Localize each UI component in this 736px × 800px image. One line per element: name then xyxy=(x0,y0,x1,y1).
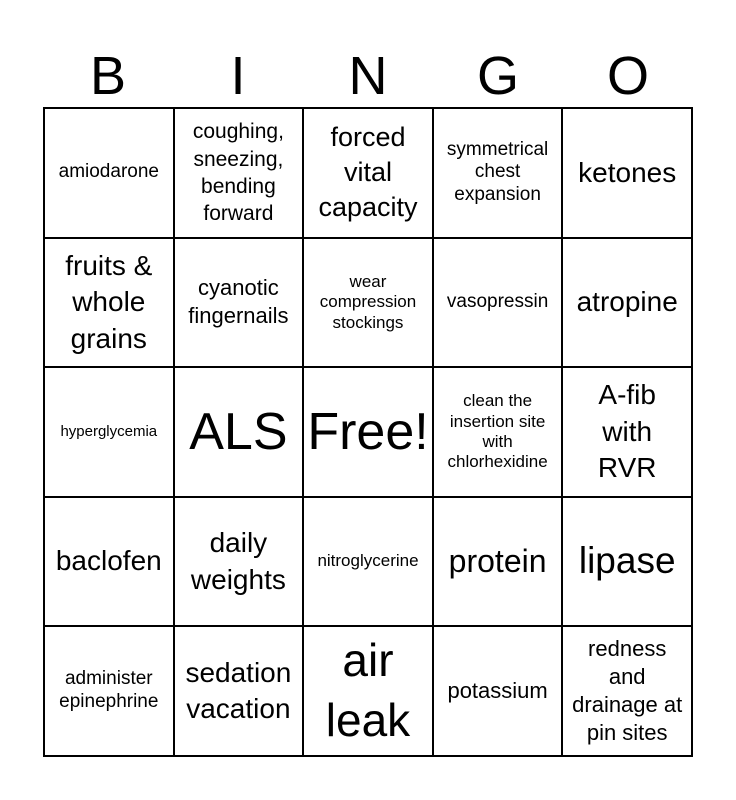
cell-text: nitroglycerine xyxy=(317,551,419,571)
bingo-cell[interactable] xyxy=(174,367,304,497)
bingo-cell[interactable] xyxy=(433,108,563,238)
cell-text: daily weights xyxy=(190,527,286,595)
cell-text: fruits & whole grains xyxy=(65,249,153,354)
cell-text: ketones xyxy=(578,156,677,188)
header-letter-i: I xyxy=(230,46,246,106)
cell-text: A-fib with RVR xyxy=(597,379,657,484)
bingo-header xyxy=(43,44,693,108)
bingo-cell[interactable] xyxy=(303,497,433,627)
cell-text: cyanotic fingernails xyxy=(188,275,289,329)
cell-text: hyperglycemia xyxy=(60,422,158,440)
bingo-cell[interactable] xyxy=(44,238,174,368)
bingo-cell[interactable] xyxy=(433,238,563,368)
cell-text: coughing, sneezing, bending forward xyxy=(192,120,284,226)
cell-text: ALS xyxy=(189,402,288,461)
cell-text: sedation vacation xyxy=(185,656,292,725)
cell-text: potassium xyxy=(447,678,548,704)
cell-text: symmetrical chest expansion xyxy=(446,138,549,206)
cell-text: clean the insertion site with chlorhexidine xyxy=(447,391,548,472)
header-letter-g: G xyxy=(476,46,519,106)
bingo-cell[interactable] xyxy=(562,367,692,497)
bingo-cell[interactable] xyxy=(433,626,563,756)
cell-text: vasopressin xyxy=(446,290,549,312)
bingo-cell[interactable] xyxy=(44,108,174,238)
free-space-text: Free! xyxy=(307,402,429,461)
free-space-cell[interactable] xyxy=(303,367,433,497)
bingo-card-grid xyxy=(43,107,693,757)
bingo-cell[interactable] xyxy=(174,497,304,627)
bingo-cell[interactable] xyxy=(174,108,304,238)
bingo-cell[interactable] xyxy=(433,367,563,497)
cell-text: wear compression stockings xyxy=(319,271,417,332)
header-letter-n: N xyxy=(348,46,388,106)
cell-text: administer epinephrine xyxy=(59,668,159,713)
bingo-cell[interactable] xyxy=(44,626,174,756)
bingo-cell[interactable] xyxy=(433,497,563,627)
bingo-cell[interactable] xyxy=(303,626,433,756)
bingo-cell[interactable] xyxy=(174,626,304,756)
bingo-cell[interactable] xyxy=(174,238,304,368)
cell-text: air leak xyxy=(325,634,411,747)
cell-text: forced vital capacity xyxy=(318,122,418,223)
bingo-cell[interactable] xyxy=(562,497,692,627)
bingo-cell[interactable] xyxy=(44,367,174,497)
cell-text: atropine xyxy=(576,286,678,318)
bingo-cell[interactable] xyxy=(303,108,433,238)
header-letter-b: B xyxy=(89,46,127,106)
cell-text: baclofen xyxy=(55,545,162,577)
header-letter-o: O xyxy=(606,46,649,106)
cell-text: amiodarone xyxy=(58,161,159,183)
cell-text: redness and drainage at pin sites xyxy=(572,635,683,746)
bingo-cell[interactable] xyxy=(44,497,174,627)
cell-text: lipase xyxy=(578,540,676,582)
bingo-cell[interactable] xyxy=(303,238,433,368)
cell-text: protein xyxy=(448,543,547,580)
bingo-cell[interactable] xyxy=(562,626,692,756)
bingo-cell[interactable] xyxy=(562,108,692,238)
bingo-cell[interactable] xyxy=(562,238,692,368)
